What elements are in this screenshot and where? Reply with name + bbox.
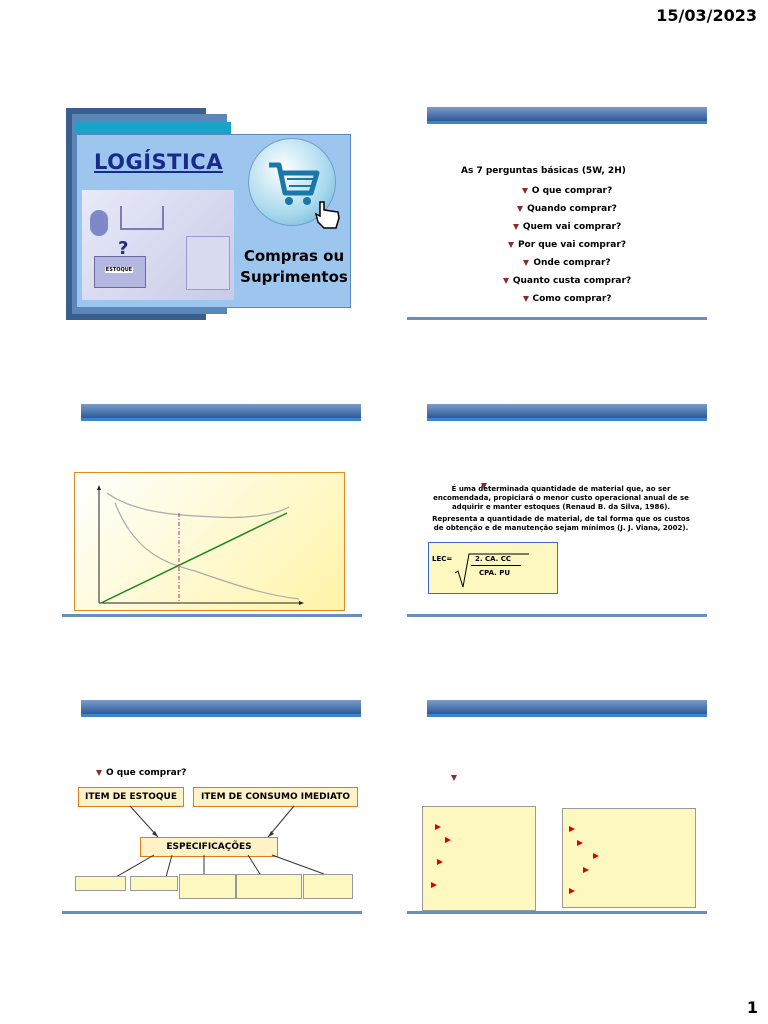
slide-3-bottom-rule — [62, 614, 362, 617]
slide-title: LOGÍSTICA — [94, 150, 223, 174]
right-content-box — [562, 808, 696, 908]
pointer-hand-icon — [314, 200, 342, 230]
formula-label: LEC= — [432, 555, 453, 563]
bullet-icon — [523, 296, 529, 302]
immediate-consumption-box: ITEM DE CONSUMO IMEDIATO — [193, 787, 358, 807]
slide-5-title-bar — [81, 700, 361, 717]
bullet-icon — [513, 224, 519, 230]
subtitle-line-1: Compras ou — [243, 247, 345, 265]
questions-list — [427, 182, 707, 308]
list-item: O que comprar? — [427, 182, 707, 200]
arrow-bullet-icon — [577, 840, 583, 846]
definition-text: É uma determinada quantidade de material que, ao ser encomendada, propiciará o menor custo operacional anual de se adquirir e manter estoques (Renaud B. da Silva, 1986). — [433, 485, 689, 511]
list-item: Onde comprar? — [427, 254, 707, 272]
slide-4-bottom-rule — [407, 614, 707, 617]
x-axis-arrowhead — [299, 601, 304, 605]
arrow-bullet-icon — [445, 837, 451, 843]
specifications-box: ESPECIFICAÇÕES — [140, 837, 278, 857]
subtitle-line-2: Suprimentos — [240, 268, 348, 286]
box-icon — [94, 256, 146, 288]
list-item: Quem vai comprar? — [427, 218, 707, 236]
list-item: Quando comprar? — [427, 200, 707, 218]
arrow-bullet-icon — [431, 882, 437, 888]
formula-box — [428, 542, 558, 594]
slide-6-title-bar — [427, 700, 707, 717]
list-item: Quanto custa comprar? — [427, 272, 707, 290]
holding-cost-line — [101, 513, 287, 603]
spec-box-3 — [179, 874, 236, 899]
slide-4-title-bar — [427, 404, 707, 421]
bullet-icon — [503, 278, 509, 284]
slide-6-bottom-rule — [407, 911, 707, 914]
slide-2-bottom-rule — [407, 317, 707, 320]
fraction-line — [471, 565, 521, 566]
slide-5-question: O que comprar? — [96, 768, 186, 778]
bullet-icon — [451, 766, 461, 785]
spec-box-1 — [75, 876, 126, 891]
arrow-bullet-icon — [435, 824, 441, 830]
bullet-icon — [523, 260, 529, 266]
total-cost-curve — [107, 493, 289, 518]
arrow-bullet-icon — [569, 826, 575, 832]
list-item: Por que vai comprar? — [427, 236, 707, 254]
spec-box-2 — [130, 876, 178, 891]
arrow-bullet-icon — [437, 859, 443, 865]
bullet-icon — [96, 770, 102, 776]
slide-2-title-bar — [427, 107, 707, 124]
definition-text-2: Representa a quantidade de material, de tal forma que os custos de obtenção e de manutenção sejam mínimos (J. J. Viana, 2002). — [432, 515, 690, 532]
slide-2-heading: As 7 perguntas básicas (5W, 2H) — [461, 166, 626, 176]
y-axis-arrowhead — [97, 485, 101, 490]
stock-item-box: ITEM DE ESTOQUE — [78, 787, 184, 807]
header-date: 15/03/2023 — [656, 6, 757, 25]
spec-box-5 — [303, 874, 353, 899]
arrow-bullet-icon — [593, 853, 599, 859]
spec-box-4 — [236, 874, 302, 899]
arrow-bullet-icon — [569, 888, 575, 894]
product-photo — [82, 190, 234, 300]
packages-icon — [186, 236, 230, 290]
cart-icon — [120, 206, 164, 230]
slide-5-bottom-rule — [62, 911, 362, 914]
bullet-icon — [517, 206, 523, 212]
bullet-icon — [508, 242, 514, 248]
left-content-box — [422, 806, 536, 911]
slide-1 — [66, 108, 361, 320]
arrow-bullet-icon — [583, 867, 589, 873]
slide-subtitle — [238, 246, 350, 288]
slide-3-title-bar — [81, 404, 361, 421]
mouse-icon — [90, 210, 108, 236]
bullet-icon — [522, 188, 528, 194]
stock-label: ESTOQUE — [105, 267, 133, 273]
formula-numerator: 2. CA. CC — [475, 555, 512, 563]
page-number: 1 — [746, 998, 758, 1017]
list-item: Como comprar? — [427, 290, 707, 308]
question-mark-icon: ? — [118, 238, 129, 259]
cost-chart — [74, 472, 345, 611]
formula-denominator: CPA. PU — [479, 569, 511, 577]
